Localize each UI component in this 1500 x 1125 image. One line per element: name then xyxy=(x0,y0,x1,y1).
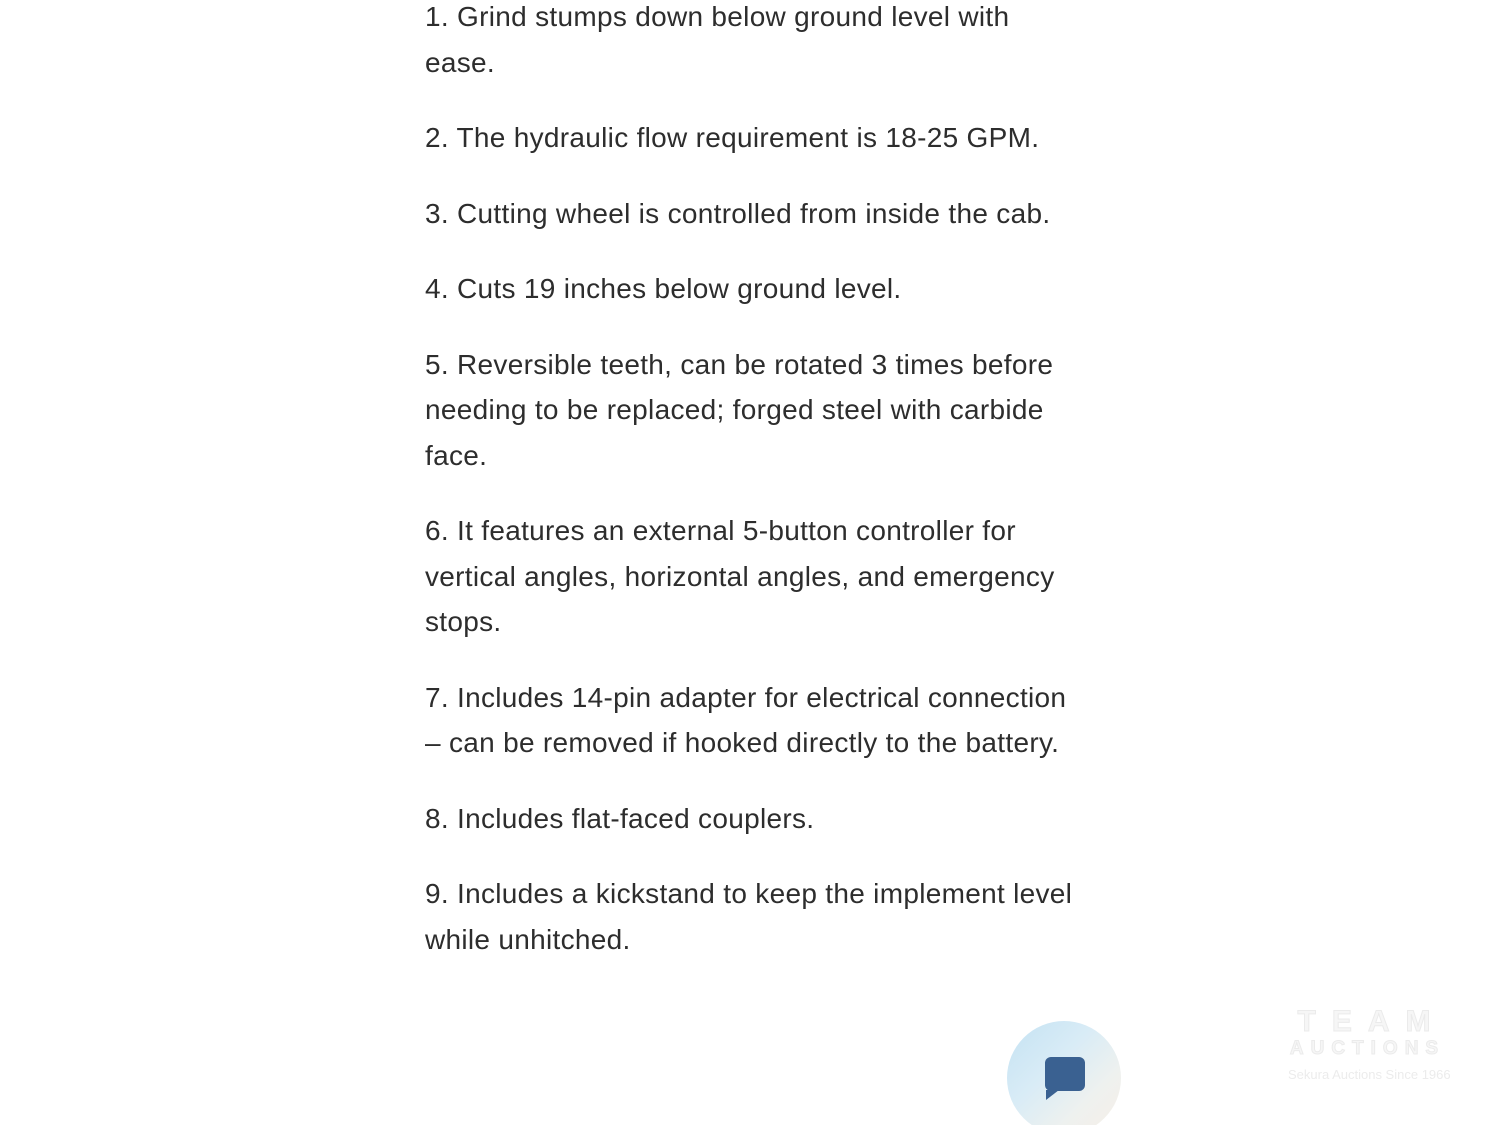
feature-item: 5. Reversible teeth, can be rotated 3 times before needing to be replaced; forged steel with carbide face. xyxy=(425,348,1054,471)
feature-item: 6. It features an external 5-button controller for vertical angles, horizontal angles, and emergency stops. xyxy=(425,515,1055,637)
chat-bubble-icon xyxy=(1045,1057,1085,1091)
feature-item: 7. Includes 14-pin adapter for electrical connection – can be removed if hooked directly to the battery. xyxy=(425,681,1067,758)
feature-list xyxy=(425,0,1075,962)
team-auctions-watermark xyxy=(1288,1005,1451,1082)
feature-item: 3. Cutting wheel is controlled from inside the cab. xyxy=(425,197,1051,229)
watermark-team-text: TEAM xyxy=(1297,1005,1447,1038)
feature-item: 1. Grind stumps down below ground level with ease. xyxy=(425,1,1010,78)
watermark-auctions-text: AUCTIONS xyxy=(1289,1038,1446,1059)
feature-item: 2. The hydraulic flow requirement is 18-25 GPM. xyxy=(425,122,1040,153)
feature-item: 9. Includes a kickstand to keep the implement level while unhitched. xyxy=(425,878,1073,955)
chat-launcher-button[interactable] xyxy=(1007,1021,1121,1125)
feature-item: 8. Includes flat-faced couplers. xyxy=(425,802,815,834)
watermark-tagline: Sekura Auctions Since 1966 xyxy=(1288,1067,1451,1082)
feature-item: 4. Cuts 19 inches below ground level. xyxy=(425,273,902,304)
